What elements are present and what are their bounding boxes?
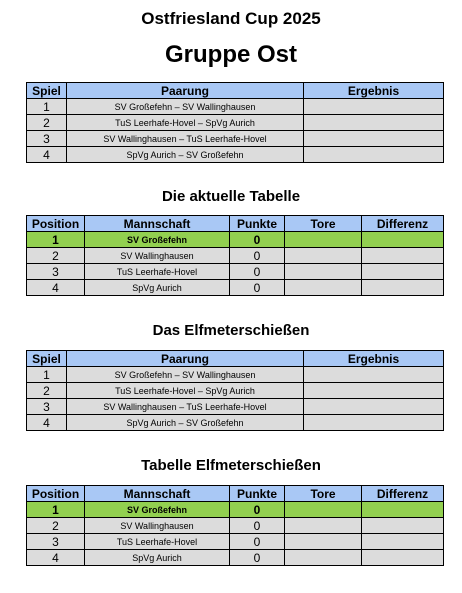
match-result[interactable] — [304, 131, 444, 147]
match-number: 4 — [27, 415, 67, 431]
goals-cell — [285, 280, 362, 296]
difference-cell — [362, 232, 444, 248]
table-row — [27, 280, 444, 296]
penalty-heading: Das Elfmeterschießen — [152, 322, 310, 339]
table-row — [27, 415, 444, 431]
penalty-standings-table — [26, 485, 444, 566]
match-result[interactable] — [304, 99, 444, 115]
goals-cell — [285, 264, 362, 280]
table-row — [27, 550, 444, 566]
team-cell: TuS Leerhafe-Hovel — [85, 264, 230, 280]
match-pairing: SV Wallinghausen – TuS Leerhafe-Hovel — [67, 131, 304, 147]
match-number: 3 — [27, 131, 67, 147]
table-row — [27, 367, 444, 383]
match-result[interactable] — [304, 367, 444, 383]
difference-cell — [362, 502, 444, 518]
table-row — [27, 248, 444, 264]
match-pairing: SV Großefehn – SV Wallinghausen — [67, 99, 304, 115]
match-pairing: SV Großefehn – SV Wallinghausen — [67, 367, 304, 383]
team-cell: TuS Leerhafe-Hovel — [85, 534, 230, 550]
match-result[interactable] — [304, 415, 444, 431]
position-cell: 1 — [27, 232, 85, 248]
goals-cell — [285, 502, 362, 518]
column-header: Mannschaft — [85, 216, 230, 232]
difference-cell — [362, 534, 444, 550]
column-header: Ergebnis — [304, 83, 444, 99]
table-row — [27, 131, 444, 147]
team-cell: SpVg Aurich — [85, 280, 230, 296]
points-cell: 0 — [230, 248, 285, 264]
difference-cell — [362, 248, 444, 264]
column-header: Paarung — [67, 351, 304, 367]
table-row — [27, 518, 444, 534]
match-pairing: SV Wallinghausen – TuS Leerhafe-Hovel — [67, 399, 304, 415]
table-row — [27, 99, 444, 115]
points-cell: 0 — [230, 264, 285, 280]
match-result[interactable] — [304, 147, 444, 163]
column-header: Ergebnis — [304, 351, 444, 367]
table-row — [27, 383, 444, 399]
table-header-row — [27, 351, 444, 367]
team-cell: SV Großefehn — [85, 232, 230, 248]
difference-cell — [362, 280, 444, 296]
standings-table — [26, 215, 444, 296]
table-row-leader — [27, 232, 444, 248]
group-title: Gruppe Ost — [164, 41, 297, 68]
standings-heading: Die aktuelle Tabelle — [161, 188, 301, 205]
column-header: Spiel — [27, 83, 67, 99]
goals-cell — [285, 534, 362, 550]
table-header-row — [27, 216, 444, 232]
goals-cell — [285, 518, 362, 534]
matches-table — [26, 82, 444, 163]
position-cell: 1 — [27, 502, 85, 518]
table-row — [27, 147, 444, 163]
match-pairing: SpVg Aurich – SV Großefehn — [67, 415, 304, 431]
points-cell: 0 — [230, 534, 285, 550]
points-cell: 0 — [230, 502, 285, 518]
table-row — [27, 399, 444, 415]
match-number: 2 — [27, 383, 67, 399]
goals-cell — [285, 232, 362, 248]
team-cell: SpVg Aurich — [85, 550, 230, 566]
position-cell: 2 — [27, 248, 85, 264]
table-row — [27, 534, 444, 550]
team-cell: SV Großefehn — [85, 502, 230, 518]
difference-cell — [362, 550, 444, 566]
table-header-row — [27, 486, 444, 502]
match-pairing: TuS Leerhafe-Hovel – SpVg Aurich — [67, 383, 304, 399]
difference-cell — [362, 264, 444, 280]
position-cell: 4 — [27, 550, 85, 566]
team-cell: SV Wallinghausen — [85, 248, 230, 264]
position-cell: 3 — [27, 264, 85, 280]
difference-cell — [362, 518, 444, 534]
position-cell: 3 — [27, 534, 85, 550]
table-row-leader — [27, 502, 444, 518]
column-header: Position — [27, 216, 85, 232]
match-pairing: TuS Leerhafe-Hovel – SpVg Aurich — [67, 115, 304, 131]
column-header: Tore — [285, 216, 362, 232]
table-header-row — [27, 83, 444, 99]
points-cell: 0 — [230, 280, 285, 296]
match-pairing: SpVg Aurich – SV Großefehn — [67, 147, 304, 163]
position-cell: 2 — [27, 518, 85, 534]
match-number: 2 — [27, 115, 67, 131]
points-cell: 0 — [230, 518, 285, 534]
column-header: Tore — [285, 486, 362, 502]
match-result[interactable] — [304, 399, 444, 415]
penalty-standings-heading: Tabelle Elfmeterschießen — [141, 457, 321, 474]
cup-title: Ostfriesland Cup 2025 — [141, 9, 321, 28]
goals-cell — [285, 248, 362, 264]
position-cell: 4 — [27, 280, 85, 296]
match-result[interactable] — [304, 383, 444, 399]
column-header: Paarung — [67, 83, 304, 99]
goals-cell — [285, 550, 362, 566]
match-number: 1 — [27, 99, 67, 115]
penalty-matches-table — [26, 350, 444, 431]
column-header: Differenz — [362, 216, 444, 232]
column-header: Punkte — [230, 216, 285, 232]
points-cell: 0 — [230, 232, 285, 248]
points-cell: 0 — [230, 550, 285, 566]
match-number: 1 — [27, 367, 67, 383]
column-header: Spiel — [27, 351, 67, 367]
column-header: Position — [27, 486, 85, 502]
column-header: Differenz — [362, 486, 444, 502]
match-number: 3 — [27, 399, 67, 415]
column-header: Mannschaft — [85, 486, 230, 502]
column-header: Punkte — [230, 486, 285, 502]
match-number: 4 — [27, 147, 67, 163]
table-row — [27, 115, 444, 131]
table-row — [27, 264, 444, 280]
team-cell: SV Wallinghausen — [85, 518, 230, 534]
match-result[interactable] — [304, 115, 444, 131]
